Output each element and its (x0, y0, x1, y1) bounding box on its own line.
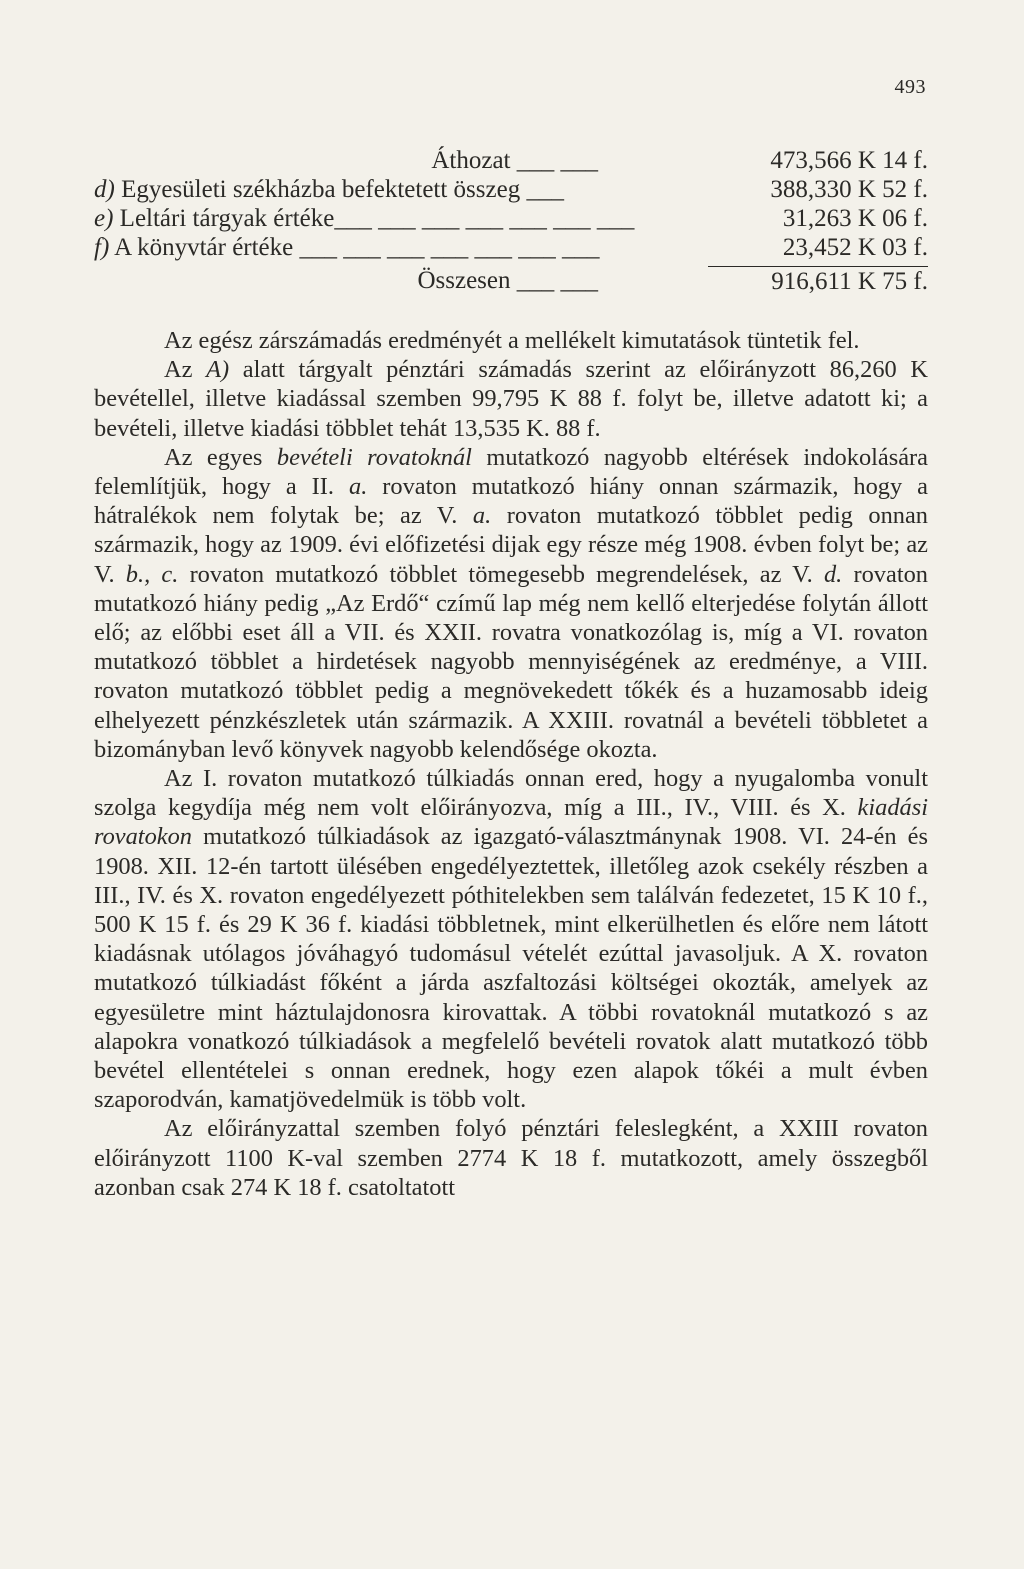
ledger-label (94, 175, 564, 204)
ledger-table (94, 146, 928, 295)
paragraph-text: Az egyes (164, 443, 277, 471)
paragraph-text: rovaton mutatkozó hiány pedig „Az Erdő“ czímű lap még nem kellő elterjedése folytán állott elő; az előbbi eset áll a VII. és XXII. rovatra vonatkozólag is, míg a VI. rovaton mutatkozó többlet a hirdetések nagyobb mennyiségének az eredménye, a VIII. rovaton mutatkozó többlet pedig a megnövekedett tőkék és a huzamosabb ideig elhelyezett pénzkészletek után származik. A XXIII. rovatnál a bevételi többletet a bizományban levő könyvek nagyobb kelendősége okozta. (94, 560, 928, 763)
ledger-amount: 473,566 K 14 f. (770, 147, 928, 174)
paragraph-text: Az I. rovaton mutatkozó túlkiadás onnan ered, hogy a nyugalomba vonult szolga kegydíja még nem volt előirányozva, míg a III., IV., VIII. és X. (94, 765, 928, 822)
ledger-label (417, 266, 598, 295)
body-text (94, 326, 928, 1202)
paragraph-text: Az (164, 356, 207, 384)
italic-text: d. (823, 560, 843, 588)
italic-text: a. (472, 502, 492, 530)
ledger-label (94, 204, 634, 233)
italic-text: kiadási rovatokon (94, 794, 928, 851)
paragraph (94, 326, 928, 355)
ledger-row (94, 146, 928, 175)
italic-text: A) (206, 356, 230, 384)
ledger-total-row (94, 266, 928, 295)
ledger-row (94, 204, 928, 233)
ledger-label-text: Leltári tárgyak értéke___ ___ ___ ___ ___ ___ ___ (113, 205, 635, 232)
paragraph-text: mutatkozó túlkiadások az igazgató-választmánynak 1908. VI. 24-én és 1908. XII. 12-én tartott ülésében engedélyeztettek, illetőleg azok csekély részben a III., IV. és X. rovaton engedélyezett póthitelekben sem találván fedezetet, 15 K 10 f., 500 K 15 f. és 29 K 36 f. kiadási többletnek, mint elkerülhetlen és előre nem látott kiadásnak utólagos jóváhagyó tudomásul vételét ezúttal javasoljuk. A X. rovaton mutatkozó túlkiadást főként a járda aszfaltozási költségei okozták, amelyek az egyesületre mint háztulajdonosra kirovattak. A többi rovatoknál mutatkozó s az alapokra vonatkozó túlkiadások a megfelelő bevételi rovatok alatt mutatkozó több bevétel ellentételei s onnan erednek, hogy ezen alapok tőkéi a mult évben szaporodván, kamatjövedelmük is több volt. (94, 823, 928, 1114)
paragraph-text: mutatkozó nagyobb eltérések indokolására felemlítjük, hogy a II. (94, 443, 929, 501)
ledger-amount: 31,263 K 06 f. (782, 205, 928, 232)
ledger-label-text: Összesen ___ ___ (417, 267, 598, 294)
ledger-label-text: Egyesületi székházba befektetett összeg ___ (114, 176, 564, 203)
ledger-amount: 23,452 K 03 f. (782, 234, 928, 261)
ledger-row (94, 175, 928, 204)
ledger-item-letter: f) (94, 234, 110, 261)
paragraph (94, 764, 928, 1114)
ledger-row (94, 233, 928, 262)
paragraph (94, 443, 928, 764)
ledger-total-amount: 916,611 K 75 f. (708, 266, 928, 296)
paragraph-text: rovaton mutatkozó többlet tömegesebb megrendelések, az V. (178, 560, 824, 588)
italic-text: a. (349, 473, 368, 501)
italic-text: b., c. (125, 560, 179, 588)
ledger-label-text: A könyvtár értéke ___ ___ ___ ___ ___ ___ ___ (109, 234, 600, 261)
ledger-label (431, 146, 598, 175)
paragraph-text: Az előirányzattal szemben folyó pénztári feleslegként, a XXIII rovaton előirányzott 1100 K-val szemben 2774 K 18 f. mutatkozott, amely összegből azonban csak 274 K 18 f. csatoltatott (94, 1115, 928, 1201)
document-page (94, 0, 928, 1569)
paragraph-text: Az egész zárszámadás eredményét a mellékelt kimutatások tüntetik fel. (164, 327, 860, 354)
page-number: 493 (894, 76, 926, 98)
ledger-item-letter: d) (94, 176, 115, 203)
paragraph-text: rovaton mutatkozó többlet pedig onnan származik, hogy az 1909. évi előfizetési dijak egy része még 1908. évben folyt be; az V. (94, 502, 928, 588)
paragraph (94, 355, 928, 443)
italic-text: bevételi rovatoknál (276, 443, 472, 471)
ledger-amount: 388,330 K 52 f. (770, 176, 928, 203)
ledger-label (94, 233, 600, 262)
paragraph (94, 1114, 928, 1202)
ledger-label-text: Áthozat ___ ___ (431, 147, 598, 174)
ledger-item-letter: e) (94, 205, 114, 232)
paragraph-text: alatt tárgyalt pénztári számadás szerint az előirányzott 86,260 K bevétellel, illetve kiadással szemben 99,795 K 88 f. folyt be, illetve adatott ki; a bevételi, illetve kiadási többlet tehát 13,535 K. 88 f. (94, 356, 928, 442)
paragraph-text: rovaton mutatkozó hiány onnan származik, hogy a hátralékok nem folytak be; az V. (94, 473, 928, 530)
